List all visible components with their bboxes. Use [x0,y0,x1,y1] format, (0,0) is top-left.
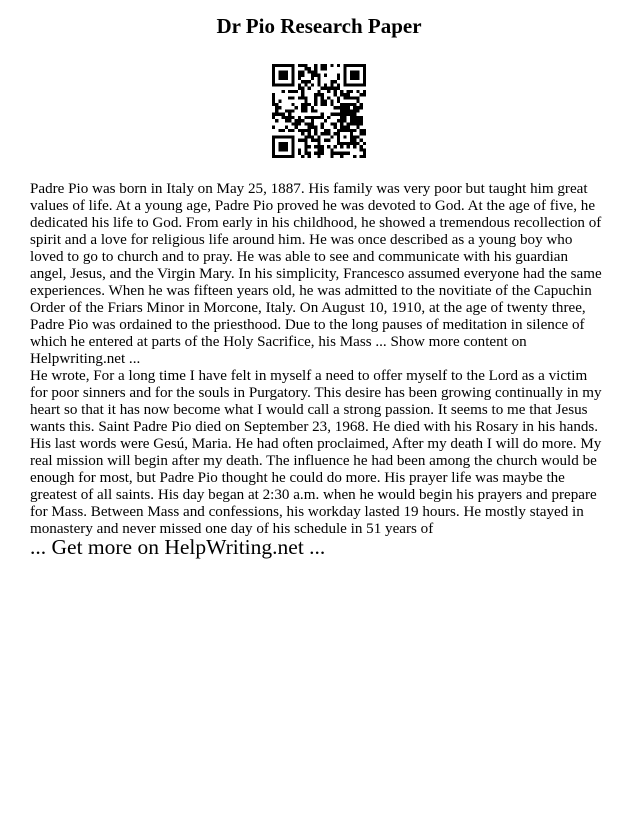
paragraph-2: He wrote, For a long time I have felt in myself a need to offer myself to the Lord as a victim for poor sinners and for the souls in Purgatory. This desire has been growing continually in my heart so that it has now become what I would call a strong passion. It seems to me that Jesus wants this. Saint Padre Pio died on September 23, 1968. He died with his Rosary in his hands. His last words were Gesú, Maria. He had often proclaimed, After my death I will do more. My real mission will begin after my death. The influence he had been among the church would be enough for most, but Padre Pio thought he could do more. His prayer life was maybe the greatest of all saints. His day began at 2:30 a.m. when he would begin his prayers and prepare for Mass. Between Mass and confessions, his workday lasted 19 hours. He mostly stayed in monastery and never missed one day of his schedule in 51 years of [30,368,602,537]
get-more-link[interactable]: ... Get more on HelpWriting.net ... [30,535,326,559]
paragraph-1: Padre Pio was born in Italy on May 25, 1887. His family was very poor but taught him great values of life. At a young age, Padre Pio proved he was devoted to God. At the age of five, he dedicated his life to God. From early in his childhood, he showed a tremendous recollection of spirit and a love for religious life around him. He was once described as a young boy who loved to go to church and to pray. He was able to see and communicate with his guardian angel, Jesus, and the Virgin Mary. In his simplicity, Francesco assumed everyone had the same experiences. When he was fifteen years old, he was admitted to the novitiate of the Capuchin Order of the Friars Minor in Morcone, Italy. On August 10, 1910, at the age of twenty three, Padre Pio was ordained to the priesthood. Due to the long pauses of meditation in silence of which he entered at parts of the Holy Sacrifice, his Mass ... Show more content on Helpwriting.net ... [30,181,602,367]
article-body [30,181,608,538]
page-title: Dr Pio Research Paper [216,14,422,38]
qr-code-icon [272,64,366,158]
